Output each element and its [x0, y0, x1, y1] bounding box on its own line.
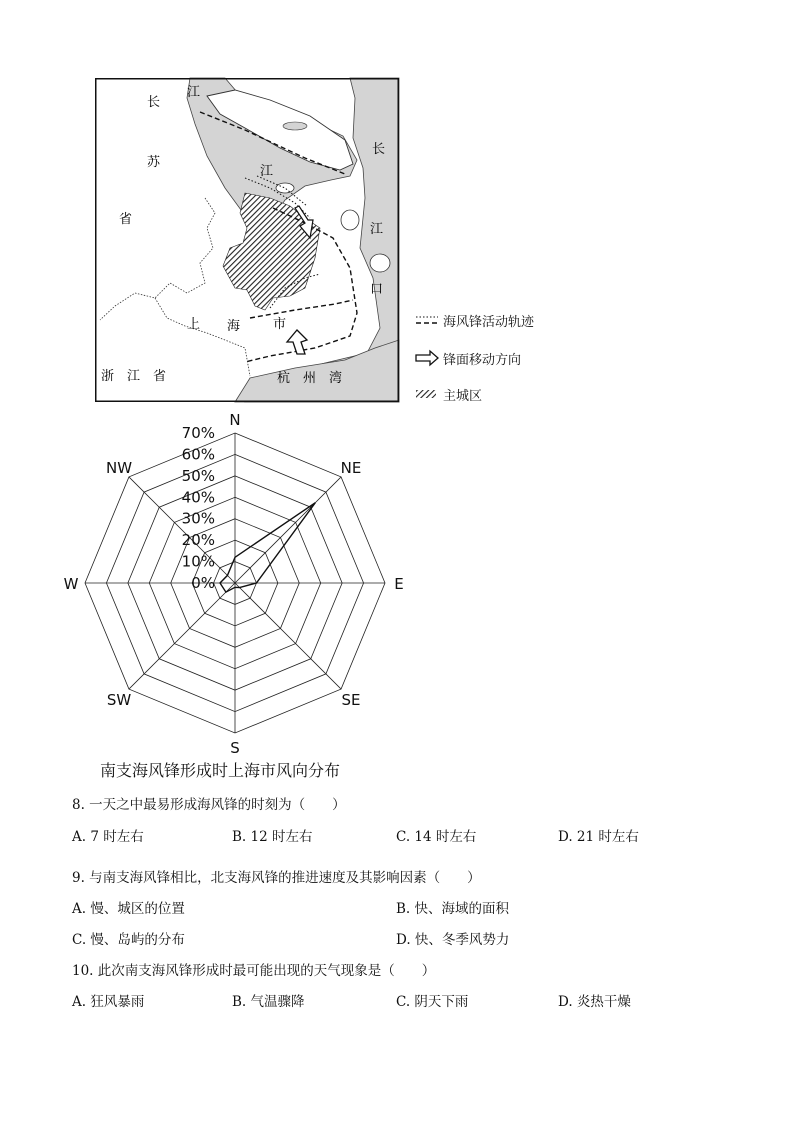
legend-direction — [415, 348, 521, 368]
radar-tick-label: 30% — [181, 509, 215, 528]
radar-tick-label: 0% — [191, 574, 215, 592]
map-label-chang-left: 长 — [147, 95, 161, 110]
radar-direction-label: N — [229, 411, 241, 429]
hollow-arrow-icon — [415, 350, 439, 366]
radar-spoke — [235, 477, 341, 583]
radar-data-series — [220, 503, 315, 592]
radar-direction-label: W — [63, 575, 79, 593]
radar-direction-label: SW — [106, 690, 132, 709]
map-label-jiang-top: 江 — [187, 85, 201, 100]
map-label-jiang-right: 江 — [370, 222, 384, 237]
map-label-jiang-mid: 江 — [260, 164, 274, 179]
island-2 — [341, 210, 359, 230]
radar-tick-label: 70% — [181, 424, 215, 442]
map-figure — [95, 78, 399, 402]
track-line-icon — [415, 312, 439, 328]
q9-option-d[interactable]: D. 快、冬季风势力 — [396, 932, 510, 948]
radar-svg — [63, 411, 404, 757]
map-label-kou: 口 — [370, 282, 384, 297]
hatch-swatch-icon — [415, 386, 439, 402]
radar-tick-label: 20% — [181, 531, 215, 550]
question-10: 10. 此次南支海风锋形成时最可能出现的天气现象是（ ） — [72, 963, 436, 979]
island-3 — [370, 254, 390, 272]
legend-direction-label: 锋面移动方向 — [443, 352, 522, 368]
radar-direction-label: NW — [106, 459, 133, 478]
legend-urban — [415, 384, 482, 404]
q8-option-b[interactable]: B. 12 时左右 — [232, 829, 313, 845]
map-label-chang-right: 长 — [372, 142, 386, 157]
q9-option-c[interactable]: C. 慢、岛屿的分布 — [72, 932, 185, 948]
map-label-shang: 上 — [187, 317, 201, 332]
island-1 — [276, 183, 294, 193]
legend-track — [415, 310, 534, 330]
radar-chart-title: 南支海风锋形成时上海市风向分布 — [100, 761, 341, 780]
question-8: 8. 一天之中最易形成海风锋的时刻为（ ） — [72, 797, 346, 813]
map-label-zhejiang: 浙 江 省 — [101, 369, 167, 384]
radar-tick-label: 40% — [181, 488, 215, 507]
map-label-sheng: 省 — [119, 212, 133, 227]
radar-tick-label: 10% — [181, 552, 215, 571]
island-4 — [283, 122, 307, 130]
radar-direction-label: S — [230, 739, 240, 757]
legend-urban-label: 主城区 — [443, 388, 483, 404]
radar-tick-label: 50% — [181, 466, 215, 485]
q10-option-a[interactable]: A. 狂风暴雨 — [72, 994, 145, 1010]
radar-spoke — [235, 583, 341, 689]
q9-option-b[interactable]: B. 快、海域的面积 — [396, 901, 510, 917]
map-legend — [415, 308, 605, 408]
q8-option-d[interactable]: D. 21 时左右 — [558, 829, 639, 845]
q10-option-c[interactable]: C. 阴天下雨 — [396, 994, 469, 1010]
map-label-shi: 市 — [273, 317, 287, 332]
radar-tick-label: 60% — [181, 445, 215, 464]
q8-option-a[interactable]: A. 7 时左右 — [72, 829, 144, 845]
wind-radar-chart — [63, 411, 404, 757]
shanghai-map — [95, 78, 399, 402]
radar-direction-label: NE — [340, 459, 362, 478]
map-label-hai: 海 — [227, 319, 241, 334]
question-9: 9. 与南支海风锋相比，北支海风锋的推进速度及其影响因素（ ） — [72, 870, 481, 886]
map-label-hangzhouwan: 杭 州 湾 — [277, 371, 343, 386]
radar-direction-label: E — [394, 575, 404, 593]
radar-spoke — [129, 583, 235, 689]
radar-direction-label: SE — [341, 690, 361, 709]
q8-option-c[interactable]: C. 14 时左右 — [396, 829, 477, 845]
q9-option-a[interactable]: A. 慢、城区的位置 — [72, 901, 185, 917]
q10-option-b[interactable]: B. 气温骤降 — [232, 994, 305, 1010]
map-label-su: 苏 — [147, 155, 161, 170]
q10-option-d[interactable]: D. 炎热干燥 — [558, 994, 631, 1010]
legend-track-label: 海风锋活动轨迹 — [443, 314, 535, 330]
